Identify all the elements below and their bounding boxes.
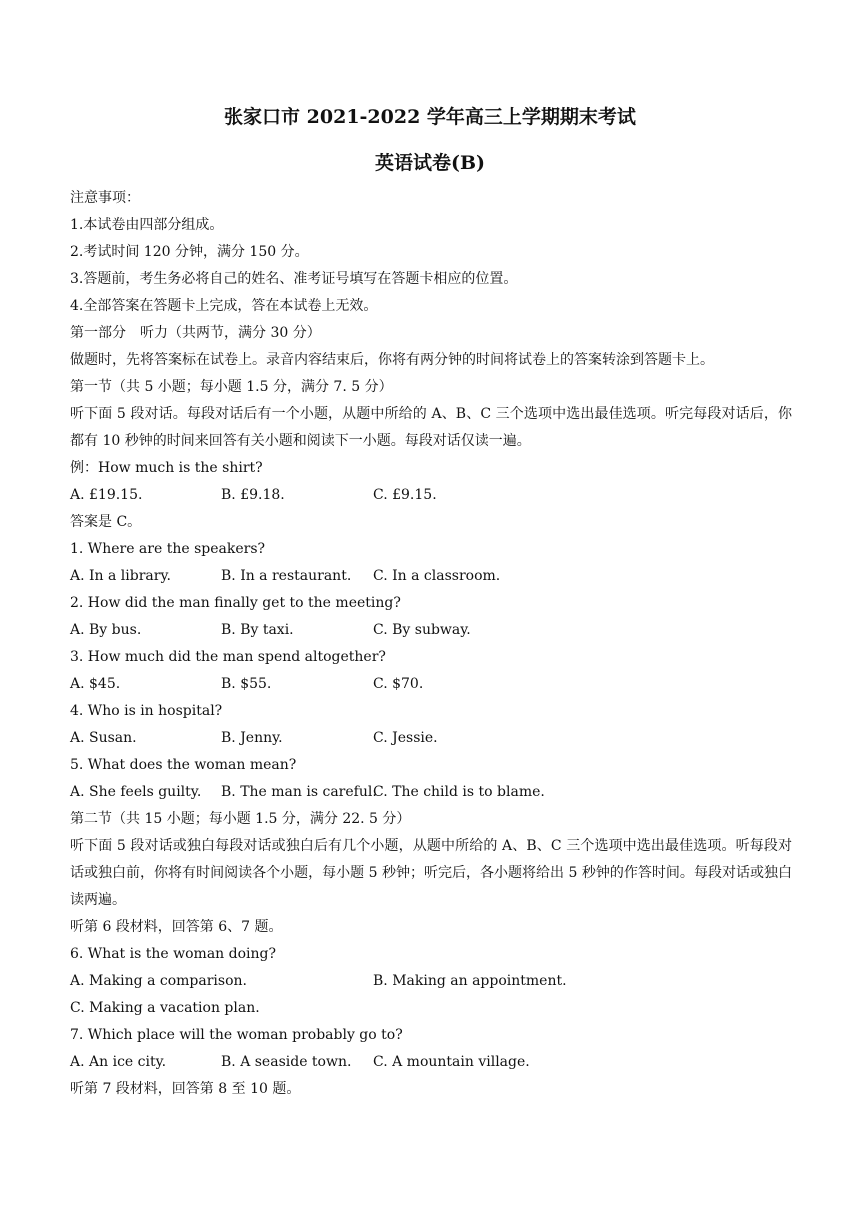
note-item: 3.答题前，考生务必将自己的姓名、准考证号填写在答题卡相应的位置。 — [70, 271, 518, 287]
example-options — [70, 482, 792, 509]
notes-heading: 注意事项： — [70, 190, 140, 206]
section2-heading: 第二节（共 15 小题；每小题 1.5 分，满分 22. 5 分） — [70, 811, 411, 827]
question-5: 5. What does the woman mean? — [70, 757, 297, 773]
option-a: A. In a library. — [70, 568, 171, 584]
question-7-options — [70, 1049, 792, 1076]
option-a: A. By bus. — [70, 622, 142, 638]
option-b: B. The man is careful. — [221, 784, 377, 800]
note-item: 1.本试卷由四部分组成。 — [70, 217, 224, 233]
part1-instruction: 做题时，先将答案标在试卷上。录音内容结束后，你将有两分钟的时间将试卷上的答案转涂到答题卡上。 — [70, 352, 714, 368]
option-c: C. £9.15. — [373, 487, 437, 503]
option-a: A. Making a comparison. — [70, 973, 247, 989]
option-b: B. In a restaurant. — [221, 568, 352, 584]
option-c: C. Jessie. — [373, 730, 438, 746]
option-c: C. $70. — [373, 676, 424, 692]
material-6-note: 听第 6 段材料，回答第 6、7 题。 — [70, 919, 283, 935]
section1-heading: 第一节（共 5 小题；每小题 1.5 分，满分 7. 5 分） — [70, 379, 393, 395]
option-c: C. In a classroom. — [373, 568, 501, 584]
exam-body — [70, 185, 792, 1103]
exam-subtitle: 英语试卷(B) — [374, 152, 486, 174]
option-c: C. A mountain village. — [373, 1054, 530, 1070]
question-2: 2. How did the man finally get to the meeting? — [70, 595, 401, 611]
option-b: B. Jenny. — [221, 730, 283, 746]
question-6: 6. What is the woman doing? — [70, 946, 276, 962]
option-a: A. An ice city. — [70, 1054, 167, 1070]
material-7-note: 听第 7 段材料，回答第 8 至 10 题。 — [70, 1081, 301, 1097]
option-b: B. A seaside town. — [221, 1054, 352, 1070]
option-c: C. Making a vacation plan. — [70, 1000, 260, 1016]
question-7: 7. Which place will the woman probably go to? — [70, 1027, 403, 1043]
option-a: A. $45. — [70, 676, 121, 692]
option-a: A. She feels guilty. — [70, 784, 202, 800]
option-a: A. Susan. — [70, 730, 137, 746]
question-4: 4. Who is in hospital? — [70, 703, 223, 719]
option-b: B. Making an appointment. — [373, 973, 567, 989]
question-4-options — [70, 725, 792, 752]
option-b: B. £9.18. — [221, 487, 285, 503]
section1-instruction: 听下面 5 段对话。每段对话后有一个小题，从题中所给的 A、B、C 三个选项中选出最佳选项。听完每段对话后，你都有 10 秒钟的时间来回答有关小题和阅读下一小题。每段对话仅读一遍。 — [70, 406, 792, 449]
section2-instruction: 听下面 5 段对话或独白每段对话或独白后有几个小题，从题中所给的 A、B、C 三个选项中选出最佳选项。听每段对话或独白前，你将有时间阅读各个小题，每小题 5 秒钟；听完后，各小题将给出 5 秒钟的作答时间。每段对话或独白读两遍。 — [70, 838, 792, 908]
option-c: C. By subway. — [373, 622, 471, 638]
part1-heading: 第一部分 听力（共两节，满分 30 分） — [70, 325, 321, 341]
note-item: 2.考试时间 120 分钟，满分 150 分。 — [70, 244, 309, 260]
option-b: B. $55. — [221, 676, 272, 692]
question-6-options-row1 — [70, 968, 792, 995]
question-1-options — [70, 563, 792, 590]
exam-title: 张家口市 2021-2022 学年高三上学期期末考试 — [224, 106, 636, 128]
example-question: 例：How much is the shirt? — [70, 460, 263, 476]
question-3: 3. How much did the man spend altogether? — [70, 649, 386, 665]
option-a: A. £19.15. — [70, 487, 143, 503]
question-1: 1. Where are the speakers? — [70, 541, 266, 557]
option-c: C. The child is to blame. — [373, 784, 545, 800]
example-answer: 答案是 C。 — [70, 514, 142, 530]
note-item: 4.全部答案在答题卡上完成，答在本试卷上无效。 — [70, 298, 378, 314]
question-2-options — [70, 617, 792, 644]
question-3-options — [70, 671, 792, 698]
question-5-options — [70, 779, 792, 806]
option-b: B. By taxi. — [221, 622, 294, 638]
